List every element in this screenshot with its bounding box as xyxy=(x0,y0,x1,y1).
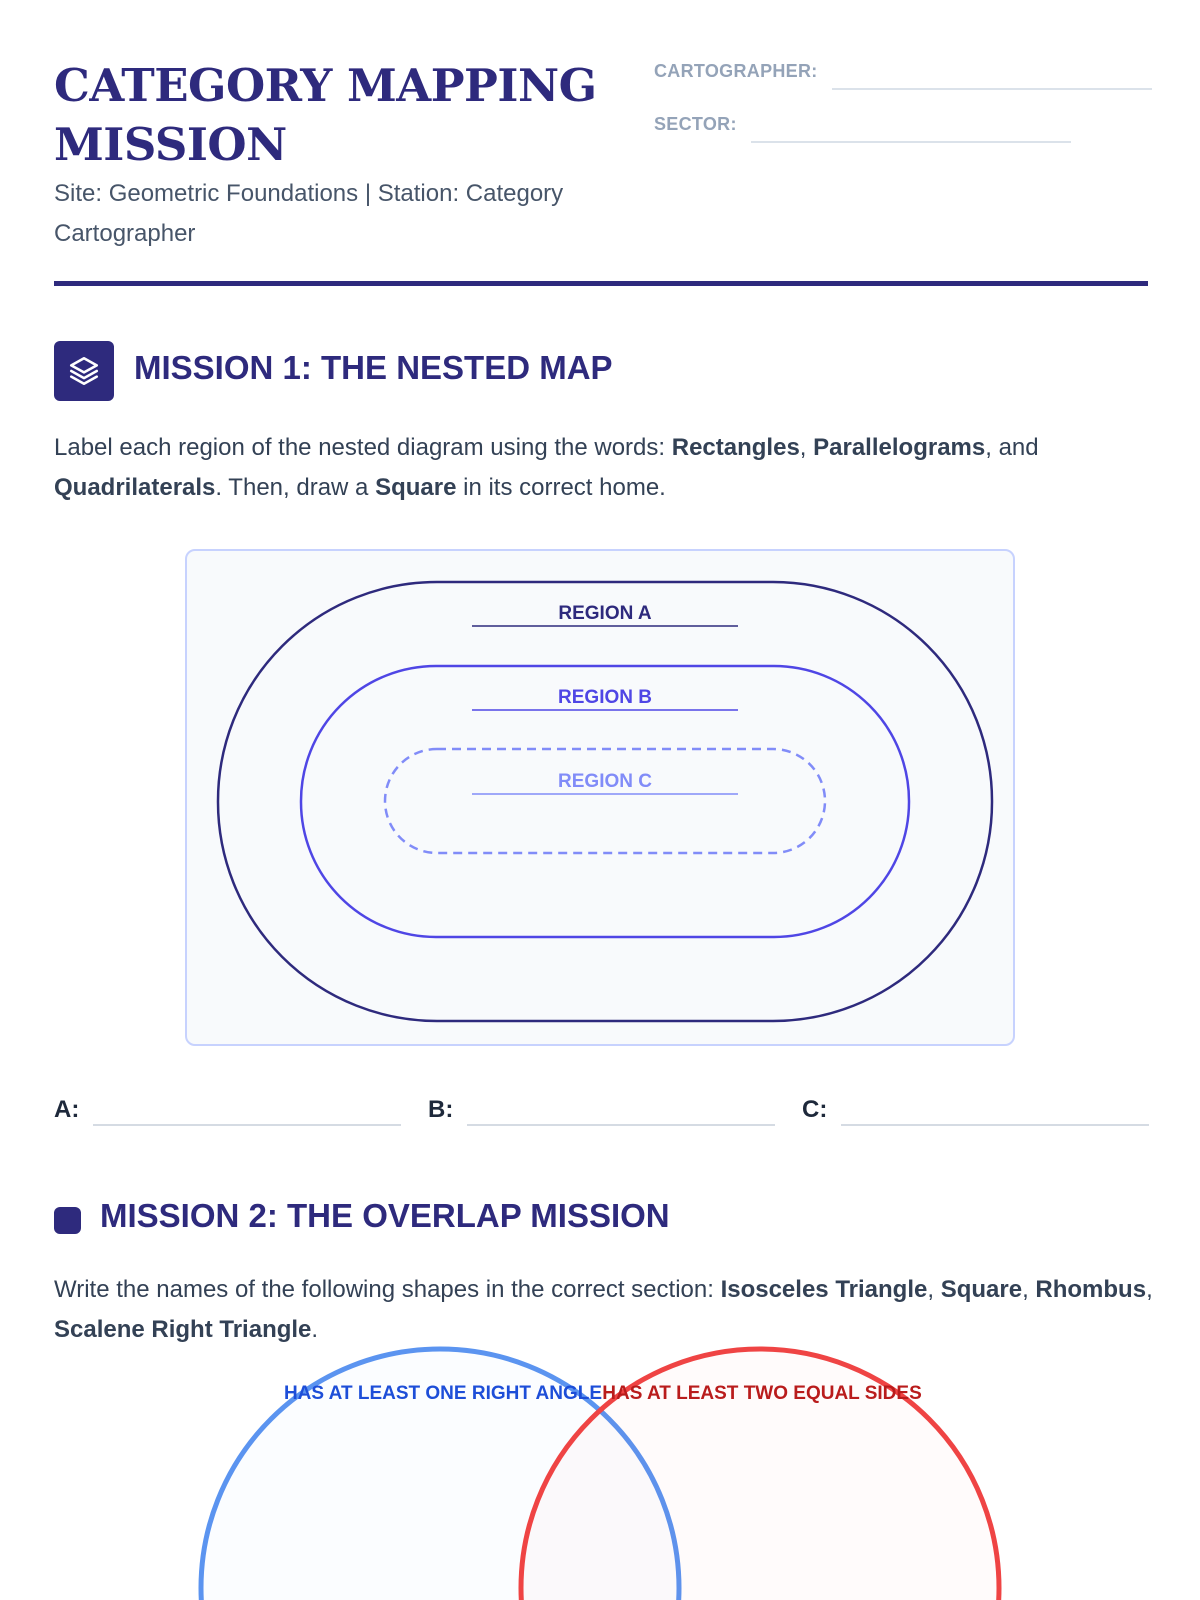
word-quadrilaterals: Quadrilaterals xyxy=(54,474,216,501)
answer-c xyxy=(802,1088,1149,1128)
square-bullet-icon xyxy=(54,1207,81,1234)
answer-a xyxy=(54,1088,401,1128)
mission2-instruction-text: Write the names of the following shapes in the correct section: xyxy=(54,1276,721,1303)
page-title: CATEGORY MAPPING MISSION xyxy=(54,59,597,171)
separator: , xyxy=(799,434,814,461)
region-a-label: REGION A xyxy=(558,603,652,624)
mission2-title: MISSION 2: THE OVERLAP MISSION xyxy=(100,1197,670,1234)
answer-a-label: A: xyxy=(54,1096,80,1123)
word-scalene-right-triangle: Scalene Right Triangle xyxy=(54,1316,312,1343)
word-parallelograms: Parallelograms xyxy=(813,434,986,461)
sector-label: SECTOR: xyxy=(654,114,737,134)
sector-input-line[interactable] xyxy=(751,139,1071,143)
word-square: Square xyxy=(375,474,457,501)
cartographer-field xyxy=(654,60,1152,90)
separator: , xyxy=(1146,1276,1153,1303)
answer-b-label: B: xyxy=(428,1096,454,1123)
answer-b-line[interactable] xyxy=(467,1122,775,1126)
mission1-instruction-text: Label each region of the nested diagram using the words: xyxy=(54,434,672,461)
word-square: Square xyxy=(940,1276,1023,1303)
venn-left-label: HAS AT LEAST ONE RIGHT ANGLE xyxy=(283,1383,603,1404)
separator: , xyxy=(927,1276,941,1303)
venn-right-label: HAS AT LEAST TWO EQUAL SIDES xyxy=(602,1383,922,1404)
mission1-instruction-text: in its correct home. xyxy=(456,474,666,501)
nested-map-box xyxy=(185,549,1015,1046)
layers-icon xyxy=(54,341,114,401)
cartographer-input-line[interactable] xyxy=(832,86,1152,90)
mission1-title: MISSION 1: THE NESTED MAP xyxy=(134,349,613,386)
region-c-label: REGION C xyxy=(558,771,652,792)
answer-c-label: C: xyxy=(802,1096,828,1123)
mission2-instructions xyxy=(54,1270,1154,1350)
page-subtitle: Site: Geometric Foundations | Station: Category Cartographer xyxy=(54,180,564,247)
region-a-shape xyxy=(218,582,992,1021)
word-rectangles: Rectangles xyxy=(671,434,800,461)
separator: , and xyxy=(985,434,1039,461)
region-b-label: REGION B xyxy=(558,687,652,708)
answer-b xyxy=(428,1088,775,1128)
nested-map-diagram xyxy=(187,551,1013,1044)
header-divider xyxy=(54,281,1148,286)
word-rhombus: Rhombus xyxy=(1035,1276,1147,1303)
sector-field xyxy=(654,113,1071,143)
cartographer-label: CARTOGRAPHER: xyxy=(654,61,818,81)
mission1-instruction-text: . Then, draw a xyxy=(215,474,376,501)
region-c-shape xyxy=(385,749,825,853)
answer-c-line[interactable] xyxy=(841,1122,1149,1126)
mission1-instructions xyxy=(54,428,1154,508)
answer-a-line[interactable] xyxy=(93,1122,401,1126)
mission2-instruction-text: . xyxy=(311,1316,319,1343)
separator: , xyxy=(1022,1276,1036,1303)
venn-diagram xyxy=(0,1340,1200,1600)
word-isosceles-triangle: Isosceles Triangle xyxy=(720,1276,928,1303)
